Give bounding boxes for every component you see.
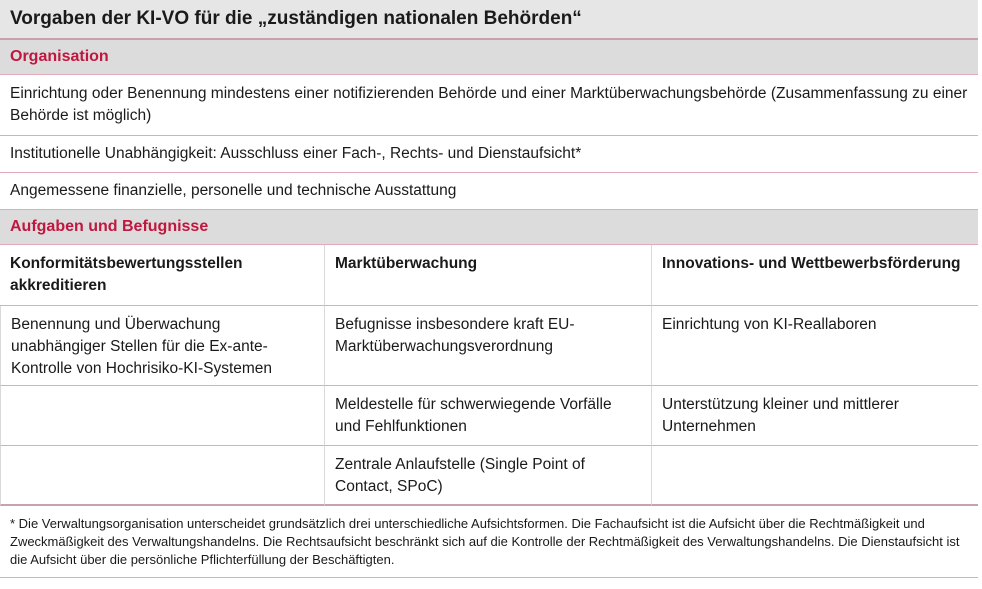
row-text: Institutionelle Unabhängigkeit: Ausschluss einer Fach-, Rechts- und Dienstaufsicht*: [10, 145, 582, 162]
table-cell: Benennung und Überwachung unabhängiger Stellen für die Ex-ante-Kontrolle von Hochrisiko-KI-Systemen: [0, 306, 324, 386]
footnote: * Die Verwaltungsorganisation unterscheidet grundsätzlich drei unterschiedliche Aufsichtsformen. Die Fachaufsicht ist die Aufsicht über die Rechtmäßigkeit und Zweckmäßigkeit des Verwaltungshandelns. Die Rechtsaufsicht beschränkt sich auf die Kontrolle der Rechtmäßigkeit des Verwaltungshandelns. Die Dienstaufsicht ist die Aufsicht über die persönliche Pflichterfüllung der Beschäftigten.: [0, 506, 978, 578]
table-cell: Zentrale Anlaufstelle (Single Point of Contact, SPoC): [324, 446, 651, 506]
table-cell: [0, 446, 324, 506]
table-title: Vorgaben der KI-VO für die „zuständigen nationalen Behörden“: [0, 0, 978, 40]
list-item: [0, 136, 978, 173]
column-header: Innovations- und Wettbewerbsförderung: [651, 245, 978, 306]
table-cell: [651, 446, 978, 506]
table-cell: Unterstützung kleiner und mittlerer Unternehmen: [651, 386, 978, 446]
row-text: Angemessene finanzielle, personelle und technische Ausstattung: [10, 182, 457, 199]
row-text: Einrichtung oder Benennung mindestens einer notifizierenden Behörde und einer Marktüberwachungsbehörde (Zusammenfassung zu einer Behörde ist möglich): [10, 85, 968, 124]
column-header: Marktüberwachung: [324, 245, 651, 306]
column-header: Konformitätsbewertungsstellen akkreditieren: [0, 245, 324, 306]
list-item: [0, 173, 978, 210]
table-cell: [0, 386, 324, 446]
table-cell: Einrichtung von KI-Reallaboren: [651, 306, 978, 386]
tasks-grid: [0, 245, 978, 506]
section-heading-organisation: Organisation: [0, 40, 978, 75]
list-item: [0, 75, 978, 136]
table-cell: Meldestelle für schwerwiegende Vorfälle und Fehlfunktionen: [324, 386, 651, 446]
section-heading-aufgaben: Aufgaben und Befugnisse: [0, 210, 978, 245]
table-cell: Befugnisse insbesondere kraft EU-Marktüberwachungsverordnung: [324, 306, 651, 386]
